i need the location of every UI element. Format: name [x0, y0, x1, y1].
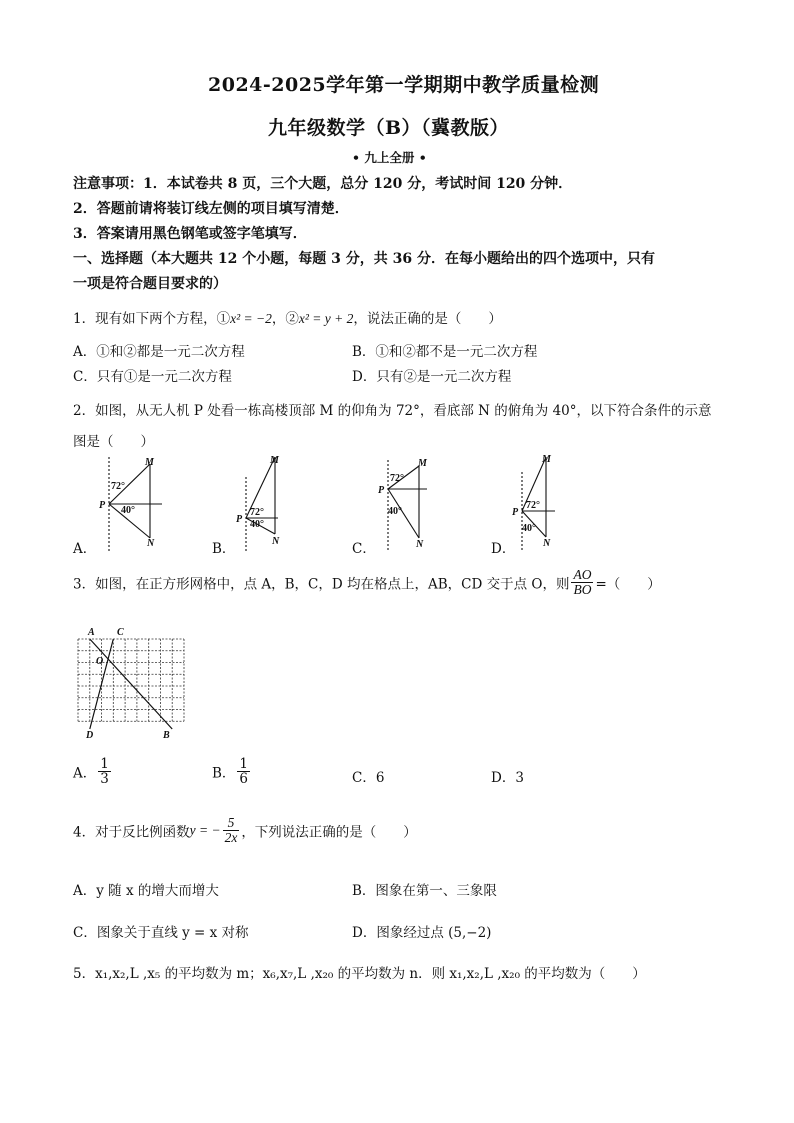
q2-stem-line-1: 2．如图，从无人机 P 处看一栋高楼顶部 M 的仰角为 72°，看底部 N 的俯角为 40°，以下符合条件的示意 [73, 403, 712, 419]
q2a-angle-down: 40° [121, 505, 135, 516]
q2-stem-line-2: 图是（ ） [73, 434, 154, 450]
q2b-label-n: N [272, 536, 280, 547]
q3-ratio-num: AO [573, 567, 592, 582]
q1-prefix: 1．现有如下两个方程，① [73, 311, 231, 327]
q3-option-a [73, 757, 113, 786]
q2a-label-m: M [145, 457, 154, 468]
q2-option-b: B． [212, 541, 236, 557]
q2c-angle-up: 72° [390, 473, 404, 484]
section-1-line-1: 一、选择题（本大题共 12 个小题，每题 3 分，共 36 分．在每小题给出的四个选项中，只有 [73, 251, 655, 267]
q1-option-d: D．只有②是一元二次方程 [352, 369, 512, 385]
q2b-angle-down: 40° [250, 519, 264, 530]
q3-label-c: C [117, 627, 124, 638]
q3-option-b [212, 757, 252, 786]
q3-option-b-fraction [237, 757, 250, 786]
q3-label-a: A [88, 627, 95, 638]
section-1-line-2: 一项是符合题目要求的） [73, 276, 227, 292]
q4-option-a: A．y 随 x 的增大而增大 [73, 883, 219, 899]
q4-prefix: 4．对于反比例函数 [73, 824, 190, 841]
q3-stem [73, 568, 661, 597]
q4-option-d: D．图象经过点 (5,−2) [352, 925, 492, 941]
q3-grid-figure [70, 625, 190, 740]
q2d-angle-up: 72° [526, 500, 540, 511]
q4-option-b: B．图象在第一、三象限 [352, 883, 497, 899]
exam-subtitle: 九年级数学（B）（冀教版） [268, 117, 510, 139]
q3-prefix: 3．如图，在正方形网格中，点 A，B，C，D 均在格点上，AB，CD 交于点 O，则 [73, 576, 570, 593]
q2a-label-p: P [99, 500, 106, 511]
q2b-label-p: P [236, 514, 243, 525]
q2b-label-m: M [270, 455, 279, 466]
q1-mid: ，② [271, 311, 299, 327]
q3-option-a-num: 1 [100, 756, 109, 772]
q2c-label-m: M [418, 458, 427, 469]
q1-suffix: ，说法正确的是（ ） [353, 311, 502, 327]
q3-suffix: =（ ） [595, 576, 661, 593]
notes-line-2: 2．答题前请将装订线左侧的项目填写清楚． [73, 201, 349, 217]
q4-stem [73, 816, 417, 845]
q4-function-den: 2x [224, 830, 238, 846]
q3-label-o: O [96, 656, 104, 667]
q3-option-b-den: 6 [239, 771, 249, 788]
q2d-label-n: N [543, 538, 551, 549]
q1-equation-2: x² = y + 2 [298, 311, 354, 326]
q3-option-c: C．6 [352, 770, 385, 786]
q3-option-b-label: B． [212, 765, 236, 782]
q2c-angle-down: 40° [388, 506, 402, 517]
q1-equation-1: x² = −2 [230, 311, 272, 326]
q4-function-fraction [223, 816, 240, 845]
q2-option-c: C． [352, 541, 376, 557]
q5-stem: 5．x₁,x₂,L ,x₅ 的平均数为 m；x₆,x₇,L ,x₂₀ 的平均数为 n．则 x₁,x₂,L ,x₂₀ 的平均数为（ ） [73, 966, 646, 982]
q3-option-d: D．3 [491, 770, 524, 786]
q3-label-b: B [163, 730, 170, 740]
q2c-label-n: N [416, 539, 424, 550]
q4-function-lhs: y = − [189, 822, 221, 838]
q2b-angle-up: 72° [250, 507, 264, 518]
q3-option-b-num: 1 [239, 756, 249, 772]
notes-line-3: 3．答案请用黑色钢笔或签字笔填写． [73, 226, 307, 242]
q3-label-d: D [86, 730, 94, 740]
q2d-label-p: P [512, 507, 519, 518]
q1-stem [73, 307, 502, 327]
notes-line-1: 注意事项：1．本试卷共 8 页，三个大题，总分 120 分，考试时间 120 分钟． [73, 176, 573, 192]
q2d-label-m: M [542, 454, 551, 465]
q3-option-a-fraction [98, 757, 111, 786]
q4-function-num: 5 [223, 816, 240, 831]
q3-option-a-den: 3 [100, 771, 109, 788]
exam-scope: • 九上全册 • [352, 150, 427, 165]
q1-option-c: C．只有①是一元二次方程 [73, 369, 232, 385]
q1-option-a: A．①和②都是一元二次方程 [73, 344, 245, 360]
q4-suffix: ，下列说法正确的是（ ） [241, 824, 417, 841]
q3-ratio [571, 568, 593, 597]
q2a-label-n: N [147, 538, 155, 549]
q4-option-c: C．图象关于直线 y = x 对称 [73, 925, 249, 941]
q2-option-a: A． [73, 541, 97, 557]
q2d-angle-down: 40° [522, 523, 536, 534]
exam-title: 2024-2025学年第一学期期中教学质量检测 [208, 74, 600, 96]
q1-option-b: B．①和②都不是一元二次方程 [352, 344, 538, 360]
q2c-label-p: P [378, 485, 385, 496]
q2a-angle-up: 72° [111, 481, 125, 492]
q2-option-d: D． [491, 541, 516, 557]
q3-ratio-den: BO [573, 582, 592, 598]
q3-option-a-label: A． [73, 765, 97, 782]
